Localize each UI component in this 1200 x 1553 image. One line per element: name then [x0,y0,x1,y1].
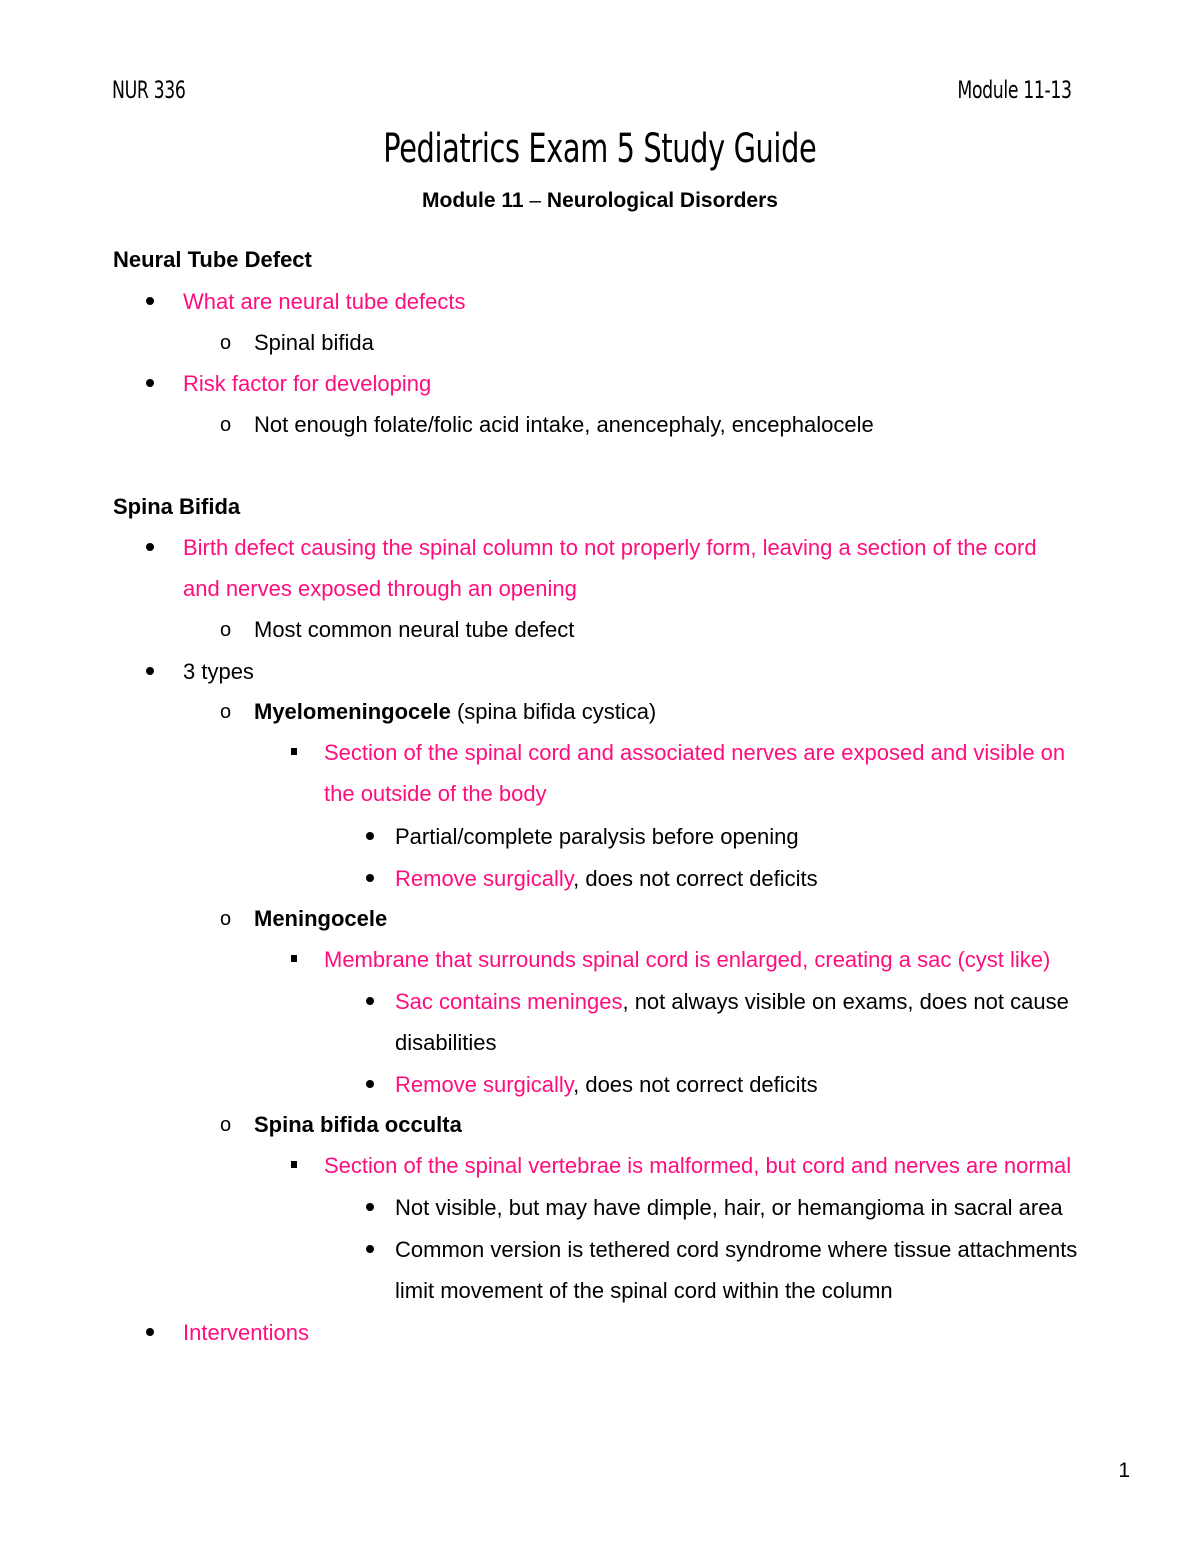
list-item: Not enough folate/folic acid intake, anencephaly, encephalocele [254,412,874,437]
plain-text: , does not correct deficits [573,1072,818,1097]
square-bullet-icon [291,955,297,962]
list-item: Partial/complete paralysis before opening [395,824,799,849]
module-name: Neurological Disorders [546,189,778,212]
bullet-icon [366,832,374,840]
page-number: 1 [1118,1459,1130,1482]
square-bullet-icon [291,748,297,755]
bullet-icon [146,667,154,675]
hollow-bullet-icon: o [220,619,232,641]
list-item: Common version is tethered cord syndrome where tissue attachments [395,1237,1078,1262]
list-item-continuation: and nerves exposed through an opening [183,576,577,601]
plain-text: , not always visible on exams, does not cause [622,989,1069,1014]
list-item: Not visible, but may have dimple, hair, or hemangioma in sacral area [395,1195,1063,1220]
bullet-icon [146,379,154,387]
list-item [395,1074,818,1096]
list-item: Section of the spinal vertebrae is malformed, but cord and nerves are normal [324,1153,1072,1178]
type-name: Spina bifida occulta [254,1112,462,1137]
list-item: Interventions [183,1320,309,1345]
list-item-continuation: disabilities [395,1030,497,1055]
list-item: What are neural tube defects [183,289,466,314]
module-number: Module 11 [422,189,524,212]
type-name: Myelomeningocele [254,699,451,724]
module-heading [0,189,1200,213]
hollow-bullet-icon: o [220,701,232,723]
bullet-icon [146,1328,154,1336]
bullet-icon [366,1080,374,1088]
bullet-icon [366,1203,374,1211]
module-dash: – [523,189,547,212]
list-item: Membrane that surrounds spinal cord is enlarged, creating a sac (cyst like) [324,947,1051,972]
list-item: Risk factor for developing [183,371,432,396]
list-item [395,991,1069,1013]
list-item: 3 types [183,659,254,684]
type-paren: (spina bifida cystica) [450,699,657,724]
list-item: Birth defect causing the spinal column to not properly form, leaving a section of the cord [183,535,1037,560]
list-item-continuation: limit movement of the spinal cord within the column [395,1278,893,1303]
highlight-text: Sac contains meninges [395,989,623,1014]
bullet-icon [146,297,154,305]
document-title-text: Pediatrics Exam 5 Study Guide [383,126,817,172]
hollow-bullet-icon: o [220,332,232,354]
list-item-continuation: the outside of the body [324,781,547,806]
bullet-icon [366,997,374,1005]
list-item: Most common neural tube defect [254,617,575,642]
list-item [395,868,818,890]
section-heading-neural-tube-defect: Neural Tube Defect [113,247,312,272]
header-course-code: NUR 336 [112,76,186,104]
bullet-icon [366,874,374,882]
header-module-range: Module 11-13 [957,76,1072,104]
list-item: Spinal bifida [254,330,374,355]
hollow-bullet-icon: o [220,1114,232,1136]
section-heading-spina-bifida: Spina Bifida [113,494,241,519]
hollow-bullet-icon: o [220,414,232,436]
list-item: Section of the spinal cord and associated nerves are exposed and visible on [324,740,1066,765]
bullet-icon [146,543,154,551]
plain-text: , does not correct deficits [573,866,818,891]
square-bullet-icon [291,1161,297,1168]
type-name: Meningocele [254,906,388,931]
highlight-text: Remove surgically [395,1072,574,1097]
highlight-text: Remove surgically [395,866,574,891]
list-item [254,701,656,723]
document-title [0,126,1200,172]
hollow-bullet-icon: o [220,908,232,930]
bullet-icon [366,1245,374,1253]
